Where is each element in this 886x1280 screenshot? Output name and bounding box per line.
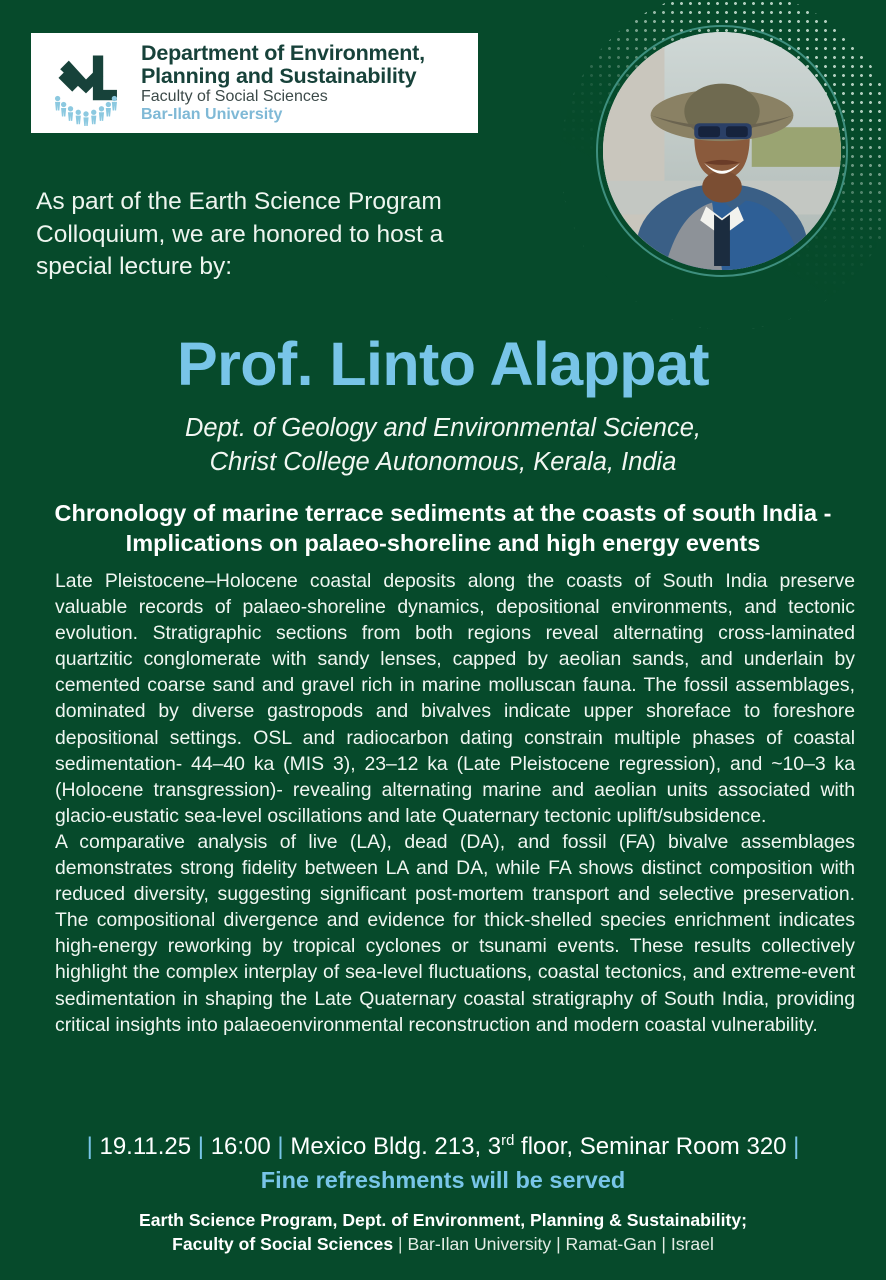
footer-line-1: Earth Science Program, Dept. of Environment, Planning & Sustainability; bbox=[138, 1210, 748, 1230]
affiliation-line-2: Christ College Autonomous, Kerala, India bbox=[209, 447, 677, 476]
logo-text-block bbox=[141, 42, 425, 124]
footer-organizer bbox=[0, 1208, 886, 1257]
speaker-avatar bbox=[603, 32, 841, 270]
speaker-photo bbox=[596, 25, 848, 277]
event-date: 19.11.25 bbox=[99, 1133, 192, 1160]
logo-university: Bar-Ilan University bbox=[141, 106, 283, 124]
event-time: 16:00 bbox=[210, 1133, 271, 1160]
affiliation-line-1: Dept. of Geology and Environmental Science, bbox=[185, 414, 701, 442]
abstract-body bbox=[55, 568, 855, 1038]
logo-department-line1: Department of Environment, bbox=[141, 40, 425, 65]
footer-separator: | bbox=[393, 1234, 408, 1255]
event-venue-post: floor, Seminar Room 320 bbox=[514, 1133, 787, 1160]
intro-text: As part of the Earth Science Program Colloquium, we are honored to host a special lecture by: bbox=[36, 188, 444, 281]
speaker-name: Prof. Linto Alappat bbox=[177, 330, 709, 398]
bar-ilan-logo-icon bbox=[43, 40, 129, 126]
pipe-separator: | bbox=[191, 1133, 211, 1160]
pipe-separator: | bbox=[270, 1133, 291, 1160]
speaker-affiliation bbox=[0, 412, 886, 480]
pipe-separator: | bbox=[786, 1133, 800, 1160]
footer-faculty: Faculty of Social Sciences bbox=[172, 1234, 394, 1255]
event-details bbox=[0, 1132, 886, 1195]
abstract-paragraph-1: Late Pleistocene–Holocene coastal deposits along the coasts of South India preserve valuable records of palaeo-shoreline dynamics, depositional environments, and tectonic evolution. Stratigraphic sections from both regions reveal alternating cross-laminated quartzitic conglomerate with sandy lenses, capped by aeolian sands, and underlain by cemented coarse sand and gravel rich in marine molluscan fauna. The fossil assemblages, dominated by diverse gastropods and bivalves indicate upper shoreface to foreshore depositional settings. OSL and radiocarbon dating constrain multiple phases of coastal sedimentation- 44–40 ka (MIS 3), 23–12 ka (Late Pleistocene regression), and ~10–3 ka (Holocene transgression)- revealing alternating marine and aeolian units associated with glacio-eustatic sea-level oscillations and late Quaternary tectonic uplift/subsidence. bbox=[55, 570, 855, 827]
abstract-paragraph-2: A comparative analysis of live (LA), dead (DA), and fossil (FA) bivalve assemblages demonstrates strong fidelity between LA and DA, while FA shows distinct composition with reduced diversity, suggesting significant post-mortem transport and selective preservation. The compositional divergence and evidence for thick-shelled species enrichment indicates high-energy reworking by tropical cyclones or tsunami events. These results collectively highlight the complex interplay of sea-level fluctuations, coastal tectonics, and extreme-event sedimentation in shaping the Late Quaternary coastal stratigraphy of South India, providing critical insights into palaeoenvironmental reconstruction and modern coastal vulnerability. bbox=[55, 830, 855, 1036]
refreshments-note: Fine refreshments will be served bbox=[260, 1167, 626, 1193]
logo-department-line2: Planning and Sustainability bbox=[141, 63, 417, 88]
pipe-separator: | bbox=[86, 1133, 100, 1160]
department-logo-block bbox=[31, 33, 478, 133]
logo-faculty: Faculty of Social Sciences bbox=[141, 88, 328, 106]
lecture-title: Chronology of marine terrace sediments at the coasts of south India - Implications on palaeo-shoreline and high energy events bbox=[54, 500, 832, 557]
ordinal-suffix: rd bbox=[501, 1133, 515, 1149]
footer-line-2 bbox=[0, 1232, 886, 1256]
event-venue-pre: Mexico Bldg. 213, 3 bbox=[290, 1133, 502, 1160]
footer-location: Bar-Ilan University | Ramat-Gan | Israel bbox=[407, 1234, 714, 1255]
